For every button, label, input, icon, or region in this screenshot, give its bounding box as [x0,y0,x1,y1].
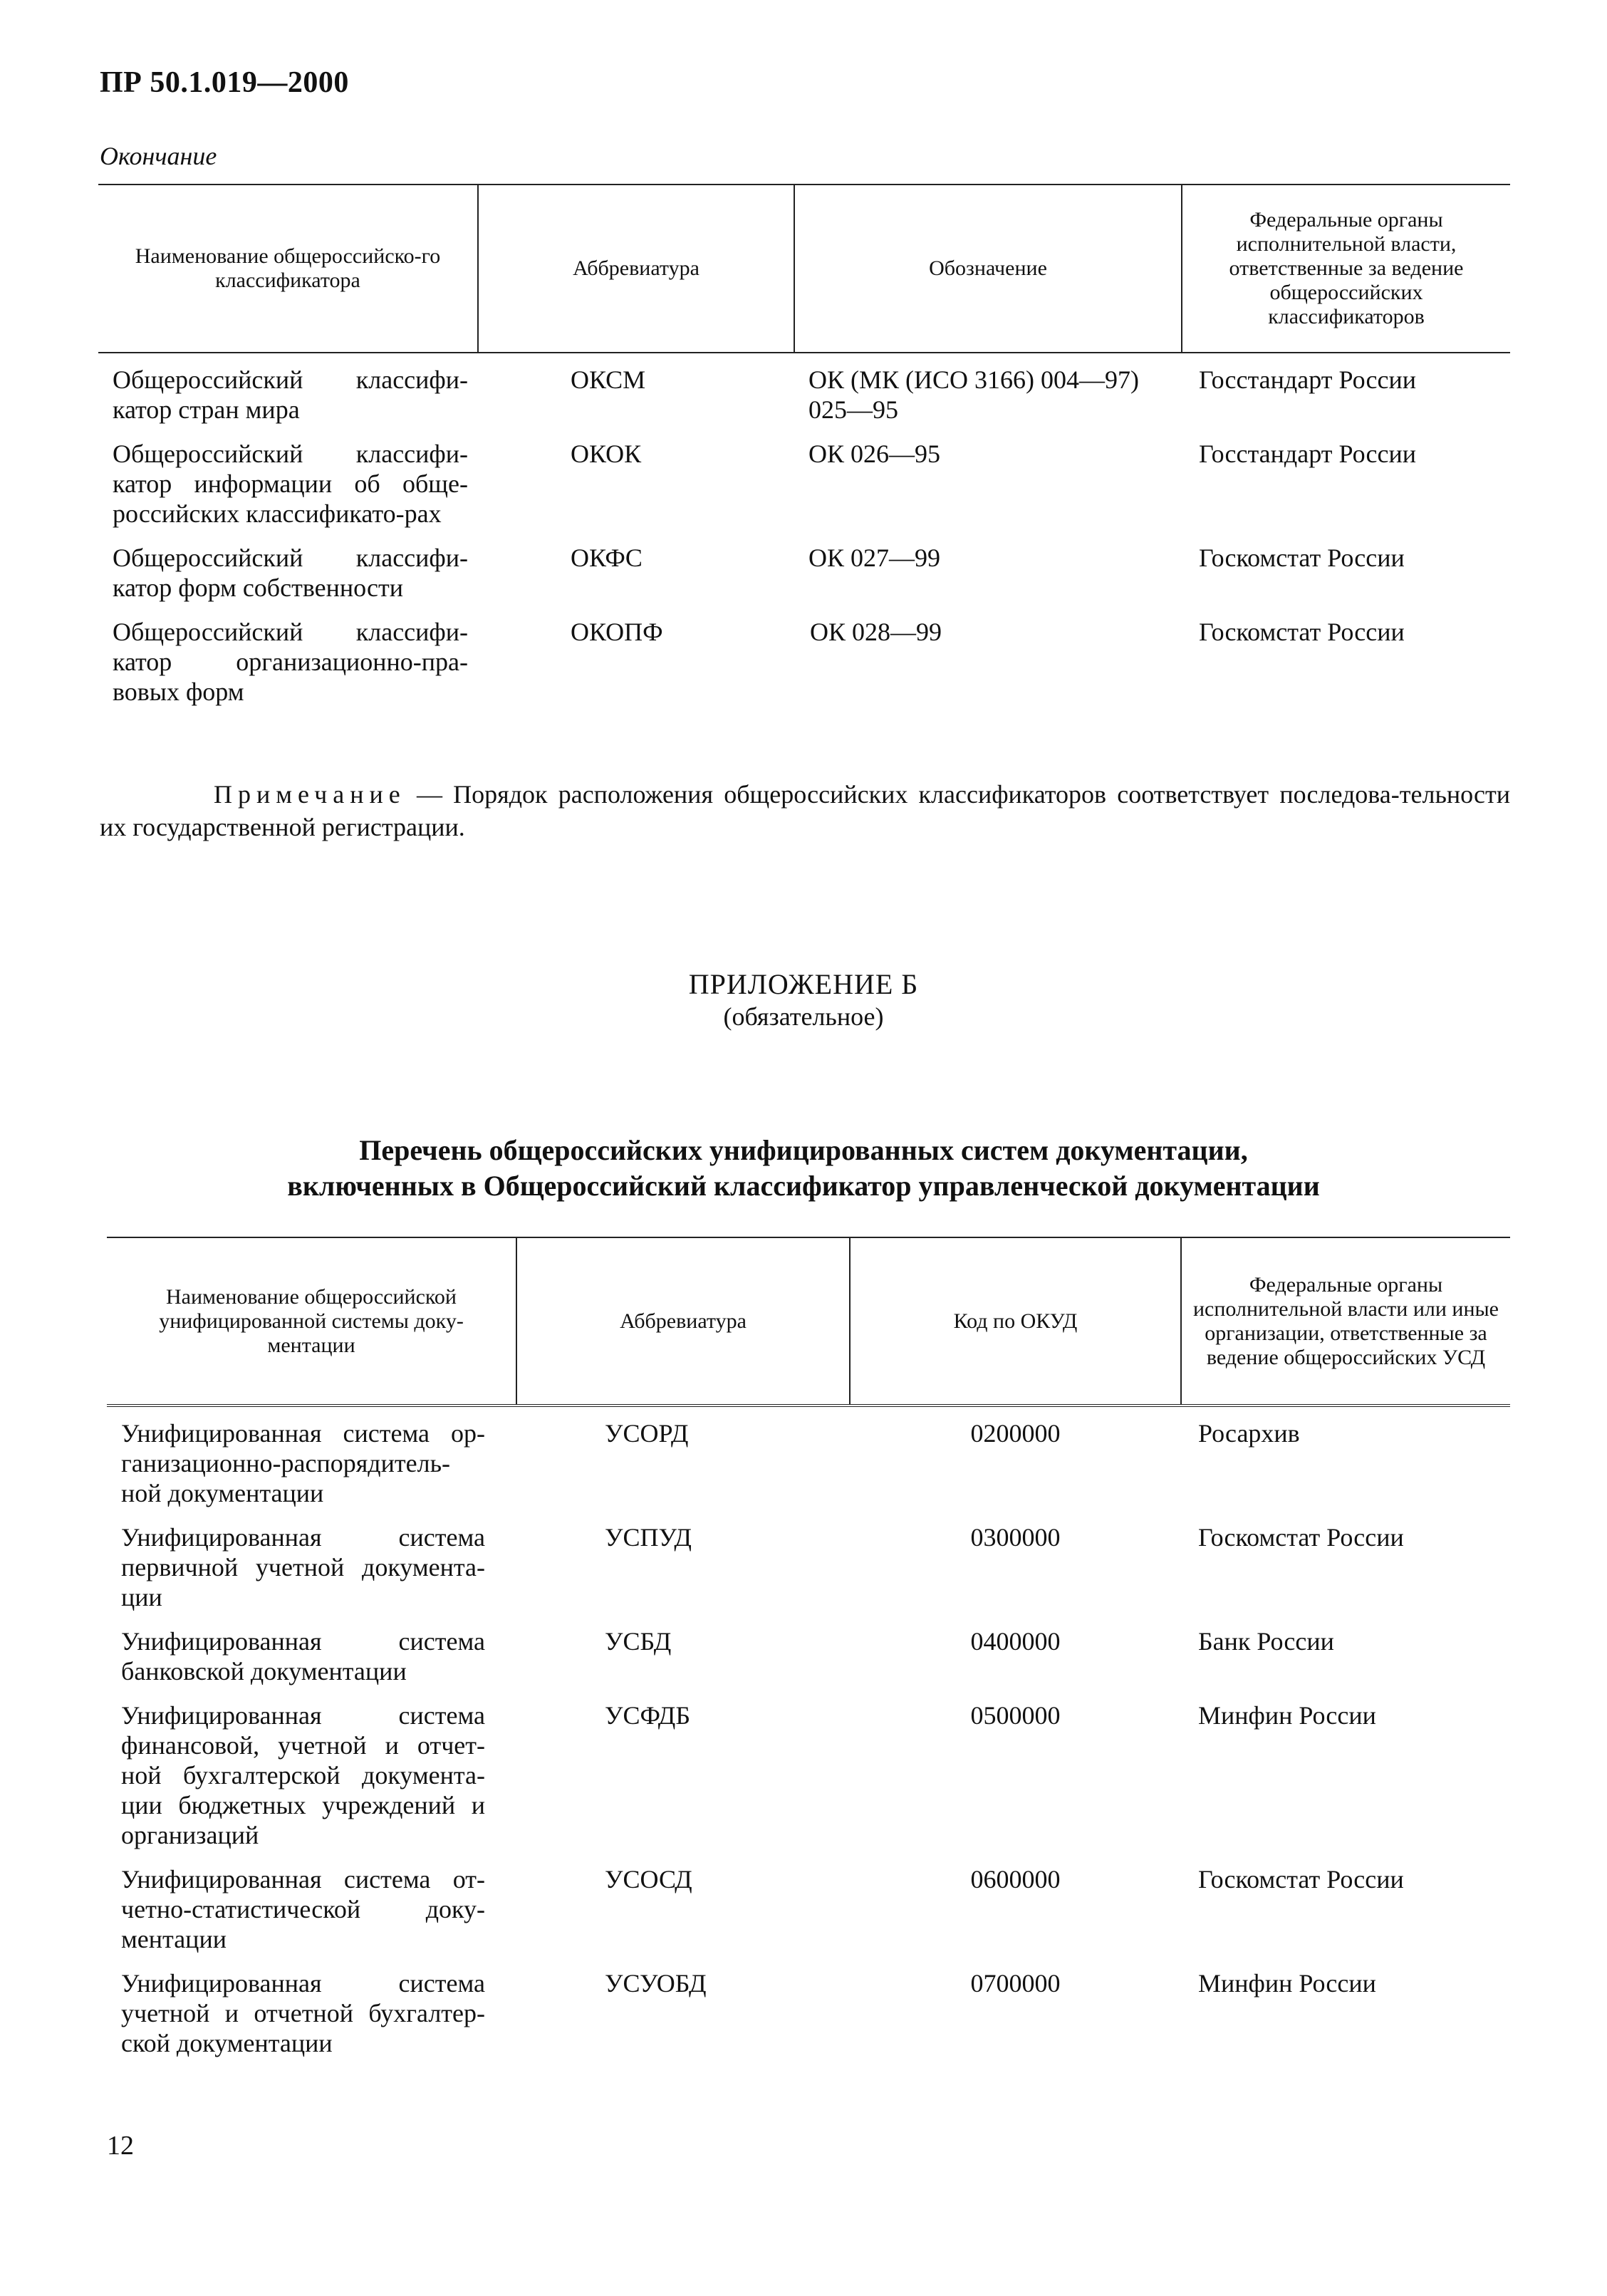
classifier-authority: Госкомстат России [1199,618,1405,646]
system-authority: Госкомстат России [1198,1865,1404,1894]
system-authority: Минфин России [1198,1969,1376,1998]
system-abbreviation: УСОСД [605,1865,692,1894]
table-row [98,353,1510,439]
list-title [0,1133,1607,1204]
system-okud-code: 0300000 [970,1523,1061,1552]
page-number: 12 [107,2131,134,2161]
system-authority: Банк России [1198,1627,1334,1656]
system-okud-code: 0600000 [970,1865,1061,1894]
system-name: Унифицированная система финансовой, учетной и отчет-ной бухгалтерской документа-ции бюджетных учреждений и организаций [121,1701,485,1849]
column-header-okud-code: Код по ОКУД [850,1237,1181,1406]
document-code: ПР 50.1.019—2000 [100,66,349,99]
table-row [107,1626,1510,1700]
classifier-name: Общероссийский классифи-катор стран мира [113,365,468,424]
table-note [100,778,1510,843]
classifier-abbreviation: ОКОК [571,440,642,468]
column-header-name: Наименование общероссийской унифицированной системы доку-ментации [107,1237,516,1406]
column-header-designation: Обозначение [794,185,1182,353]
classifier-abbreviation: ОКОПФ [571,618,663,646]
table-continuation-label: Окончание [100,142,217,170]
appendix-title: ПРИЛОЖЕНИЕ Б [688,968,919,1000]
table-row [107,1700,1510,1864]
column-header-abbreviation: Аббревиатура [516,1237,850,1406]
table-row [98,617,1510,721]
column-header-abbreviation: Аббревиатура [478,185,794,353]
classifier-authority: Госстандарт России [1199,365,1416,394]
system-abbreviation: УСУОБД [605,1969,707,1998]
system-okud-code: 0700000 [970,1969,1061,1998]
classifier-designation: ОК 028—99 [810,618,942,646]
system-name: Унифицированная система ор-ганизационно-распорядитель-ной документации [121,1419,485,1507]
classifier-abbreviation: ОКФС [571,544,643,572]
column-header-authority: Федеральные органы исполнительной власти, ответственные за ведение общероссийских классификаторов [1182,185,1510,353]
classifier-name: Общероссийский классифи-катор форм собственности [113,544,468,602]
classifier-name: Общероссийский классифи-катор организационно-пра-вовых форм [113,618,468,706]
list-title-line-2: включенных в Общероссийский классификатор управленческой документации [287,1170,1320,1202]
list-title-line-1: Перечень общероссийских унифицированных систем документации, [359,1134,1248,1166]
classifier-name: Общероссийский классифи-катор информации об обще-российских классификато-рах [113,440,468,528]
table-row [98,543,1510,617]
classifier-authority: Госкомстат России [1199,544,1405,572]
classifier-designation: ОК 026—95 [808,440,941,468]
table-header-row [107,1237,1510,1406]
classifiers-table [98,184,1510,721]
system-abbreviation: УСОРД [605,1419,689,1448]
table-row [107,1406,1510,1522]
system-name: Унифицированная система первичной учетной документа-ции [121,1523,485,1611]
system-authority: Минфин России [1198,1701,1376,1730]
system-okud-code: 0200000 [970,1419,1061,1448]
system-okud-code: 0500000 [970,1701,1061,1730]
system-abbreviation: УСПУД [605,1523,692,1552]
system-authority: Госкомстат России [1198,1523,1404,1552]
table-row [107,1522,1510,1626]
table-row [98,439,1510,543]
documentation-systems-table [107,1237,1510,2072]
system-name: Унифицированная система от-четно-статистической доку-ментации [121,1865,485,1953]
column-header-name: Наименование общероссийско-го классификатора [98,185,478,353]
classifier-designation: ОК 027—99 [808,544,941,572]
system-okud-code: 0400000 [970,1627,1061,1656]
table-row [107,1968,1510,2072]
system-name: Унифицированная система банковской документации [121,1627,485,1685]
system-name: Унифицированная система учетной и отчетной бухгалтер-ской документации [121,1969,485,2057]
classifier-authority: Госстандарт России [1199,440,1416,468]
table-header-row [98,185,1510,353]
column-header-authority: Федеральные органы исполнительной власти или иные организации, ответственные за ведение общероссийских УСД [1181,1237,1510,1406]
table-row [107,1864,1510,1968]
appendix-status: (обязательное) [723,1002,884,1031]
system-abbreviation: УСФДБ [605,1701,691,1730]
system-abbreviation: УСБД [605,1627,672,1656]
system-authority: Росархив [1198,1419,1300,1448]
classifier-designation: ОК (МК (ИСО 3166) 004—97) 025—95 [808,365,1139,424]
note-text: — Порядок расположения общероссийских классификаторов соответствует последова-тельности их государственной регистрации. [100,780,1510,841]
note-label: Примечание [214,780,406,809]
classifier-abbreviation: ОКСМ [571,365,646,394]
